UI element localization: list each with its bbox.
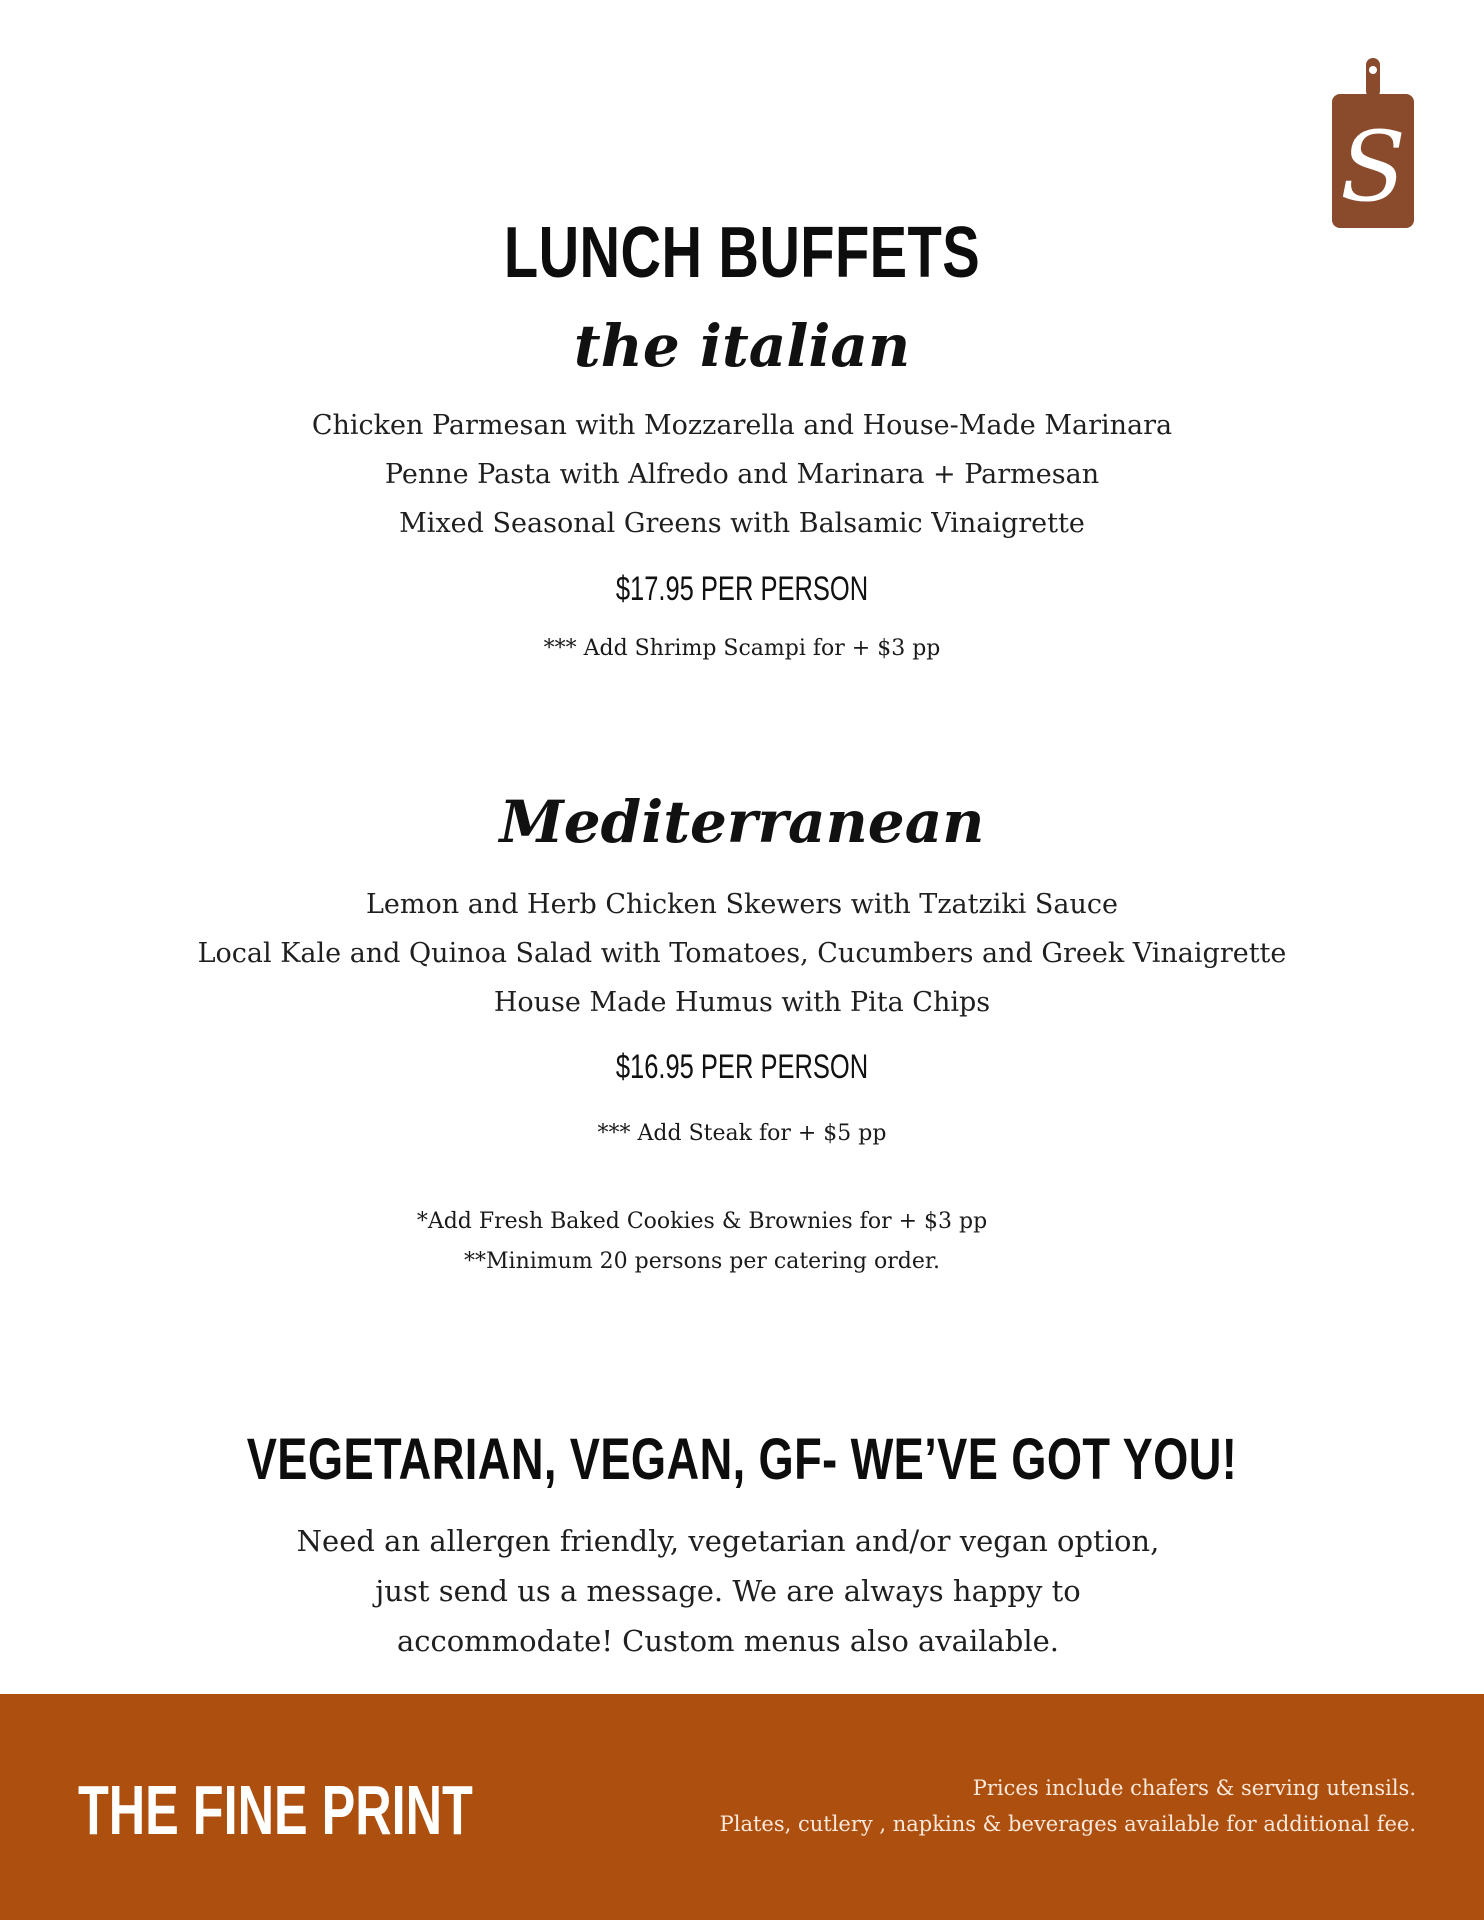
italian-menu-list [0, 401, 1484, 548]
mediterranean-price: $16.95 PER PERSON [615, 1048, 869, 1086]
italian-section-title: the italian [573, 312, 911, 380]
italian-addon: *** Add Shrimp Scampi for + $3 pp [543, 636, 941, 661]
menu-item: Local Kale and Quinoa Salad with Tomatoes, Cucumbers and Greek Vinaigrette [197, 938, 1287, 969]
dietary-line: accommodate! Custom menus also available. [396, 1624, 1060, 1658]
dietary-heading: VEGETARIAN, VEGAN, GF- WE’VE GOT YOU! [246, 1427, 1238, 1492]
menu-item: House Made Humus with Pita Chips [493, 987, 991, 1018]
menu-item: Penne Pasta with Alfredo and Marinara + Parmesan [384, 459, 1100, 490]
fine-print-footer [0, 1694, 1484, 1920]
cutting-board-logo-icon [1330, 58, 1416, 230]
minimum-order-note: **Minimum 20 persons per catering order. [464, 1249, 940, 1274]
mediterranean-addon: *** Add Steak for + $5 pp [597, 1121, 887, 1146]
logo-letter: S [1340, 111, 1406, 223]
italian-price: $17.95 PER PERSON [615, 570, 869, 608]
menu-item: Lemon and Herb Chicken Skewers with Tzatziki Sauce [365, 889, 1119, 920]
dietary-line: Need an allergen friendly, vegetarian and/or vegan option, [296, 1524, 1160, 1558]
dietary-text [0, 1516, 1470, 1666]
menu-item: Mixed Seasonal Greens with Balsamic Vinaigrette [399, 508, 1085, 539]
mediterranean-menu-list [0, 880, 1484, 1027]
footer-notes [720, 1770, 1416, 1842]
dietary-line: just send us a message. We are always happy to [375, 1574, 1081, 1608]
footer-note-line: Prices include chafers & serving utensils. [972, 1776, 1416, 1800]
page-title: LUNCH BUFFETS [503, 213, 981, 293]
mediterranean-section-title: Mediterranean [499, 788, 985, 856]
footer-title: THE FINE PRINT [78, 1771, 473, 1849]
menu-item: Chicken Parmesan with Mozzarella and House-Made Marinara [311, 410, 1173, 441]
cookies-note: *Add Fresh Baked Cookies & Brownies for + $3 pp [416, 1209, 988, 1234]
footer-note-line: Plates, cutlery , napkins & beverages available for additional fee. [719, 1812, 1416, 1836]
